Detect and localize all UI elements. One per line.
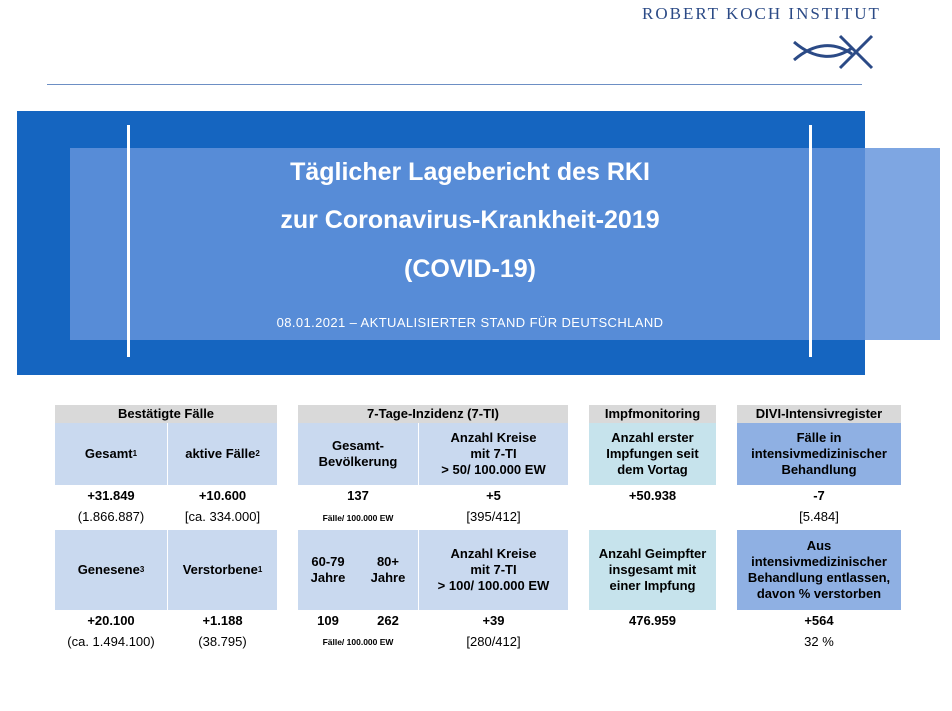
rki-wave-logo-icon <box>790 30 880 75</box>
confirmed-active-value: [ca. 334.000] <box>184 509 261 524</box>
title-banner-right <box>865 148 940 340</box>
confirmed-header: Bestätigte Fälle <box>55 405 277 423</box>
vaccination-total-label: Anzahl Geimpfter insgesamt mit einer Impfung <box>589 530 716 610</box>
vaccination-first-label: Anzahl erster Impfungen seit dem Vortag <box>589 423 716 485</box>
divi-icu-label: Fälle in intensivmedizinischer Behandlung <box>737 423 901 485</box>
recovered-delta: +20.100 <box>87 613 135 628</box>
divi-icu-delta: -7 <box>813 488 825 503</box>
incidence-age80-label: 80+ Jahre <box>358 530 418 610</box>
report-subtitle: 08.01.2021 – AKTUALISIERTER STAND FÜR DEUTSCHLAND <box>276 315 664 330</box>
header-divider <box>47 84 862 85</box>
report-title-line3: (COVID-19) <box>404 255 536 283</box>
incidence-age6079-label: 60-79 Jahre <box>298 530 358 610</box>
confirmed-total-label: Gesamt 1 <box>55 423 167 485</box>
incidence-age-unit: Fälle/ 100.000 EW <box>322 637 394 647</box>
institute-name: ROBERT KOCH INSTITUT <box>642 4 881 23</box>
incidence-districts50-delta: +5 <box>486 488 501 503</box>
report-title-line2: zur Coronavirus-Krankheit-2019 <box>280 206 660 234</box>
incidence-districts50-value: [395/412] <box>466 509 521 524</box>
incidence-age6079-value: 109 <box>317 613 339 628</box>
vaccination-total-value: 476.959 <box>629 613 676 628</box>
deceased-value: (38.795) <box>198 634 247 649</box>
recovered-value: (ca. 1.494.100) <box>67 634 155 649</box>
confirmed-total-value: (1.866.887) <box>77 509 145 524</box>
vaccination-header: Impfmonitoring <box>589 405 716 423</box>
divi-discharged-value: +564 <box>804 613 834 628</box>
incidence-districts100-delta: +39 <box>482 613 505 628</box>
divi-header: DIVI-Intensivregister <box>737 405 901 423</box>
incidence-population-label: Gesamt- Bevölkerung <box>298 423 418 485</box>
incidence-age80-value: 262 <box>377 613 399 628</box>
divi-discharged-label: Aus intensivmedizinischer Behandlung entlassen, davon % verstorben <box>737 530 901 610</box>
incidence-districts50-label: Anzahl Kreise mit 7-TI > 50/ 100.000 EW <box>419 423 568 485</box>
deceased-label: Verstorbene 1 <box>168 530 277 610</box>
deceased-delta: +1.188 <box>202 613 243 628</box>
report-title-line1: Täglicher Lagebericht des RKI <box>290 158 650 186</box>
vaccination-first-value: +50.938 <box>628 488 677 503</box>
recovered-label: Genesene 3 <box>55 530 167 610</box>
divi-icu-value: [5.484] <box>799 509 839 524</box>
incidence-districts100-label: Anzahl Kreise mit 7-TI > 100/ 100.000 EW <box>419 530 568 610</box>
confirmed-total-delta: +31.849 <box>87 488 135 503</box>
confirmed-active-label: aktive Fälle 2 <box>168 423 277 485</box>
incidence-population-value: 137 <box>347 488 369 503</box>
incidence-population-unit: Fälle/ 100.000 EW <box>322 513 394 523</box>
incidence-districts100-value: [280/412] <box>466 634 521 649</box>
confirmed-active-delta: +10.600 <box>198 488 247 503</box>
divi-discharged-pct: 32 % <box>804 634 834 649</box>
incidence-header: 7-Tage-Inzidenz (7-TI) <box>298 405 568 423</box>
